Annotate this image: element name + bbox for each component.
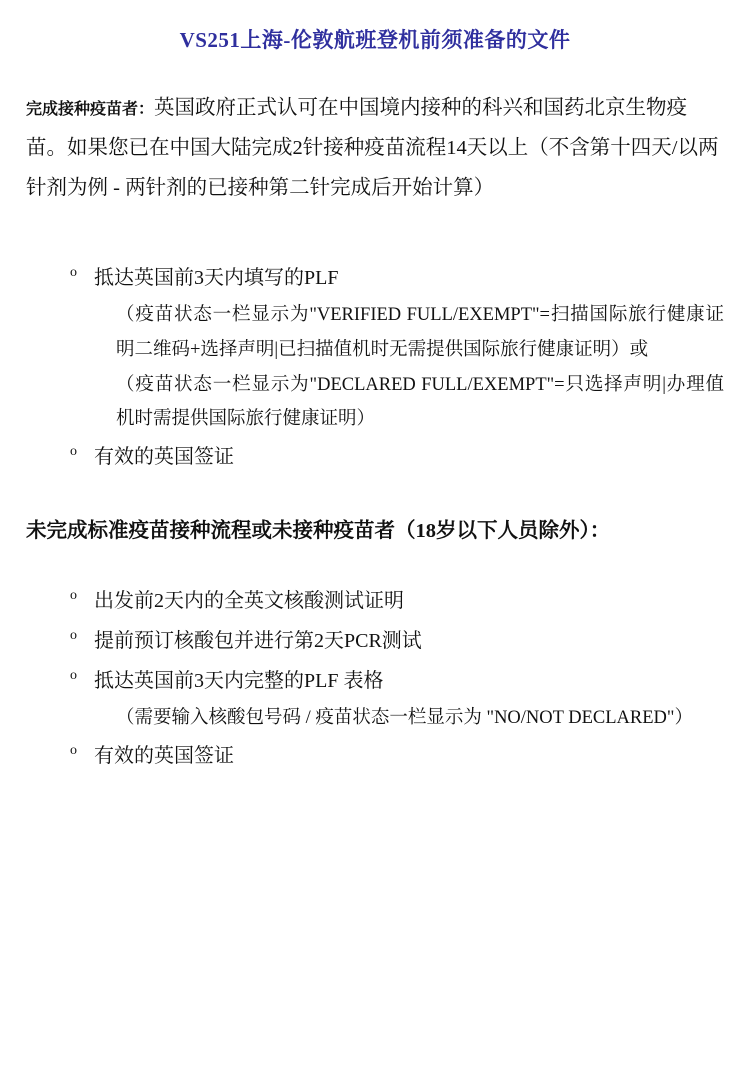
list-item	[66, 662, 724, 735]
list-item	[66, 622, 724, 660]
section-vaccinated	[26, 89, 724, 209]
spacer	[26, 482, 724, 512]
list-item	[66, 259, 724, 436]
bullet-icon: o	[70, 667, 77, 683]
bullet-list-unvaccinated	[26, 582, 724, 775]
bullet-list-vaccinated	[26, 259, 724, 476]
list-item-text: 抵达英国前3天内填写的PLF	[94, 267, 339, 290]
bullet-icon: o	[70, 627, 77, 643]
section-heading-unvaccinated: 未完成标准疫苗接种流程或未接种疫苗者（18岁以下人员除外）：	[26, 520, 611, 543]
bullet-icon: o	[70, 743, 77, 759]
list-item-text: 有效的英国签证	[94, 745, 234, 768]
page-title: VS251上海-伦敦航班登机前须准备的文件	[179, 28, 571, 52]
list-item	[66, 582, 724, 620]
bullet-icon: o	[70, 587, 77, 603]
section-body-vaccinated: 英国政府正式认可在中国境内接种的科兴和国药北京生物疫苗。如果您已在中国大陆完成2针接种疫苗流程14天以上（不含第十四天/以两针剂为例 - 两针剂的已接种第二针完成后开始计算）	[26, 97, 719, 200]
list-item-text: 有效的英国签证	[94, 446, 234, 469]
list-item	[66, 737, 724, 775]
list-item-note: （疫苗状态一栏显示为"DECLARED FULL/EXEMPT"=只选择声明|办理值机时需提供国际旅行健康证明）	[116, 374, 724, 429]
section-heading-vaccinated: 完成接种疫苗者：	[26, 101, 155, 119]
list-item-text: 提前预订核酸包并进行第2天PCR测试	[94, 630, 422, 653]
list-item-text: 出发前2天内的全英文核酸测试证明	[94, 590, 404, 613]
list-item	[66, 438, 724, 476]
bullet-icon: o	[70, 443, 77, 459]
list-item-note: （疫苗状态一栏显示为"VERIFIED FULL/EXEMPT"=扫描国际旅行健康证明二维码+选择声明|已扫描值机时无需提供国际旅行健康证明）或	[116, 305, 724, 360]
spacer	[26, 237, 724, 259]
spacer	[26, 552, 724, 582]
list-item-note: （需要输入核酸包号码 / 疫苗状态一栏显示为 "NO/NOT DECLARED"）	[116, 708, 693, 729]
list-item-text: 抵达英国前3天内完整的PLF 表格	[94, 670, 384, 693]
bullet-icon: o	[70, 264, 77, 280]
